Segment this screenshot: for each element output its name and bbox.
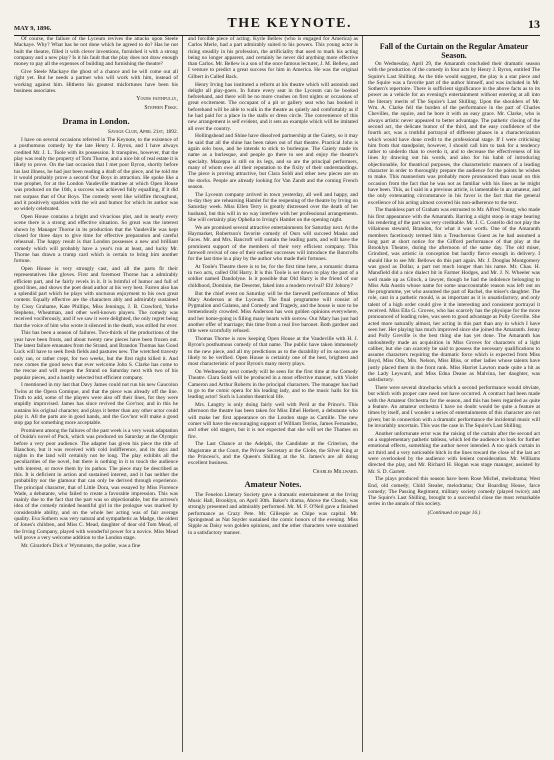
article-paragraph: Hollingshead and Shine have dissolved partnership at the Gaiety, so it may be said that all the shine has been taken out of that theatre. Practical John is again solo boss, and he intends to stick to burlesque. The Gaiety made its name as a burlesque, and people go there to see and enjoy the theatre's specialty. Mazeppa is still on its legs, and so are the principal performers, many of whom owe all their reputation to the fixity of their understandings. The piece is proving attractive, but Clara Soldi and other new pieces are on the stocks. People are already looking for Van Zandt and the coming French season. xyxy=(188,133,358,190)
article-paragraph: The Last Chance at the Adelphi, the Candidate at the Criterion, the Magistrate at the Court, the Private Secretary at the Globe, the Silver King at the Princess's, and the Queen's Shilling at the St. James's are all doing excellent business. xyxy=(188,441,358,467)
article-signature: Charles Millward. xyxy=(312,468,358,475)
article-paragraph: Prominent among the failures of the past week is a very weak adaptation of Ouida's novel of Puck, which was produced on Saturday at the Olympic before a very poor audience. The adapter has given his piece the title of Bianchon, but it was received with cold indifference, and its days and nights in the land will certainly not be long. The play exhibits all the peculiarities of the novel, but there is nothing in it to touch the audience with interest, or move them by its pathos. The piece may be described as this. It is deficient in action and sustained interest, and it has neither the probability nor the glamour that can only be derived through experience. The principal character, that of Little Dora, was essayed by Miss Florence Wade, a debutante, who failed to create a favorable impression. This was mainly due to the fact that the part was so objectionable, but the actress's idea of the comedy minded beautiful girl in the prologue was marked by considerable ability, and on the whole her acting was of fair average quality. Eva Sothern was very natural and sympathetic as Madge, the oldest of Jones's children, and Miss C. Mead, daughter of dear old Tom Mead, of the Irving Company, played with wonderful power for a novice. Miss Mead will prove a very welcome addition to the London stage. xyxy=(14,427,178,541)
publication-title: THE KEYNOTE. xyxy=(227,16,353,31)
article-paragraph: Another unfortunate error was the raising of the curtain after the second act on a supplementary pathetic tableau, which led the audience to look for further emotional effects, something the author never intended. A too quick curtain in act third and a very noticeable hitch in the lines toward the close of the last act were overlooked by the audience with lenient consideration. Mr. Williams directed the play, and Mr. Richard H. Hogan was stage manager, assisted by Mr. S. D. Garrett. xyxy=(368,430,540,475)
issue-date: MAY 9, 1896. xyxy=(14,25,52,32)
dateline: Savage Club, April 21st, 1892. xyxy=(107,128,178,135)
section-title-amateur-season: Fall of the Curtain on the Regular Amateur Season. xyxy=(379,42,529,60)
article-paragraph: On Wednesday next comedy will be seen for the first time at the Comedy Theatre. Clara Soldi will be produced in a most effective manner, with Violet Cameron and Arthur Roberts in the principal characters. The manager has had to go to the comic opera for his leading lady, and to the music halls for his leading actor! Such is London theatrical life. xyxy=(188,369,358,401)
article-paragraph: We are promised several attractive entertainments for Saturday next. At the Haymarket, Robertson's favorite comedy of Ours will succeed Masks and Faces. Mr. and Mrs. Bancroft will sustain the leading parts, and will have the prominent support of the members of their very efficient company. This farewell revival of one of their earliest successes will introduce the Bancrofts for the last time in a play by the author who made their fortunes. xyxy=(188,224,358,263)
article-paragraph: There were several drawbacks which a second performance would obviate, but which with proper care need not have occurred. A contract had been made with the Amateur Orchestra for the season, and this has been regarded as quite a feature. An amateur orchestra I have no doubt would be quite a feature at times by itself, and I wonder a series of entertainments of this character are not given; but in connection with a dramatic performance the incidental music will be invariably uncertain. This was the case in The Squire's Last Shilling. xyxy=(368,385,540,429)
section-title-amateur-notes: Amateur Notes. xyxy=(244,478,302,489)
article-paragraph: The plays produced this season have been Rose Michel, melodrama; West End, old comedy; Child Stealer, melodrama; Our Boarding House, farce comedy; The Passing Regiment, military society comedy (played twice); and The Squire's Last Shilling, brought to a successful close the most remarkable series in the annals of this society. xyxy=(368,476,540,508)
article-paragraph: The Fenelon Literary Society gave a dramatic entertainment at the Irving Music Hall, Brooklyn, on April 30th. Baker's drama, Above the Clouds, was strongly presented and admirably performed. Mr. M. F. O'Neil gave a finished performance as Crazy Pete. Mr. Gillespie as Chipe was capital. Mr. Springstead as Nat Snyder sustained the comic honors of the evening. Miss Sipple as Daisy won golden opinions, and the other characters were sustained in a satisfactory manner. xyxy=(188,491,358,536)
section-title-drama-in-london: Drama in London. xyxy=(62,115,130,126)
article-paragraph: The Lyceum company arrived in town yesterday, all well and happy, and to-day they are rehearsing Hamlet for the reopening of the theatre by Irving on Saturday week. Miss Ellen Terry is greatly distressed over the death of her husband, but this will in no way interfere with her professional arrangements. She will certainly play Ophelia to Irving's Hamlet on the opening night. xyxy=(188,191,358,223)
article-paragraph: I have on several occasions referred in The Keynote, to the existence of a posthumous comedy by the late Henry J. Byron, and I have always credited Mr. J. L. Toole with its possession. It transpires, however, that the play was really the property of Tom Thorne, and a nice bit of real estate it is likely to prove. On the last occasion that I met poor Byron, shortly before his last illness, he had just been reading a draft of the piece, and he told me it would probably prove a second Our Boys in attraction. He spoke like a true prophet, for at the London Vaudeville matinee at which Open House was produced on the 16th, a success was achieved fully equalling, if it did not surpass that of Our Boys. The comedy went like wildfire throughout, and it positively sparkles with the wit and humor for which its author was so widely celebrated. xyxy=(14,137,178,213)
masthead xyxy=(14,4,540,36)
article-paragraph: This has been a season of failures. Two-thirds of the productions of the year have been frosts, and about twenty new pieces have been frozen out. The latest failure emanates from the Strand, and Brandon Thomas has Good Luck will have to seek fresh fields and pastures new. The wretched travesty only ran, or rather crept, for two weeks, but the first night killed it. And now comes the good news that ever welcome John S. Clarke has come to the rescue and will reopen the Strand on Saturday next with two of his popular pieces, and a hastily selected but efficient company. xyxy=(14,330,178,381)
article-paragraph: The thankless part of Graham was entrusted to Mr. Alfred Young, who made his first appearance with the Amaranth. Barring a slight stoop in stage bearing his rendering of the part was very creditable. Mr. J. C. Costello did not play the villainous steward, Brandon, for what it was worth. One of the Amaranth members facetiously termed him a Treacherous Guest as he had assumed a long part at short notice for the Gifford performance of that play at the Brooklyn Theatre, during the afternoon of the same day. The old miser, Grindred, was artistic in conception but hardly fierce enough in delivery. I should like to see Mr. Bellows do this part again. Mr. J. Douglas Montgomery was good as Dollar, a part not much longer than his name. Mr. Chas. H. Mansfield did a nice dialect bit in Farmer Hodges, and Mr. J. N. Wheeler was well made up as Gliock, a lawyer, though he had the indolence belonging to Miss Ada Austin whose name for some unaccountable reason was left out on the programme, yet who assumed the part of Rachel, the miser's daughter. The role, cast in a pathetic mould, is as important as it is unsatisfactory, and only talent of a high order could give it the interesting and consistent portrayal it received. Miss Ella G. Groves, who has scarcely has the physique for the more pronounced of leading roles, was seen to good advantage as Polly Greville. She acted more naturally almost, her acting in this part than any in which I have seen her. Her playing has much improved since she joined the Amaranth. Jenny and Polly Greville is the best thing she has yet done. The Amaranth has undoubtedly made an acquisition in Miss Groves for characters of a light caliber, but she can scarcely be said to possess the necessary qualifications to assume characters requiring the dramatic force which is expected from Miss Boyd, Miss Otis, Mrs. Nelson, Miss Bliss, or other ladies whose talents have justly placed them in the front rank. Miss Harriet Lawton made quite a hit as the Lady Leyward, and Miss Edna Deane as Malvina, her daughter, was satisfactory. xyxy=(368,207,540,384)
column-middle xyxy=(188,36,358,754)
column-divider xyxy=(362,36,363,752)
article-paragraph: and forcible piece of acting. Kyrle Bellew (who is engaged for America) as Carlos Merle, had a part admirably suited to his powers. This young actor is rising steadily in his profession, the artificiality that used to mark his acting being no longer apparent, and certainly he never did anything more effective than Carlos. Mr. Bellew is a son of the once famous lecturer, J. M. Bellew, and I venture to predict a great success for him in America. He was the original Gilbert in Called Back. xyxy=(188,36,358,80)
continued-note: (Continued on page 16.) xyxy=(427,509,481,516)
letter-closing: Yours faithfully, xyxy=(136,96,178,103)
article-paragraph: Open House contains a bright and vivacious plot, and in nearly every scene there is a strong and effective situation. So great was the interest shown by Manager Thorne in its production that the Vaudeville was kept closed for three days to give time for effective preparation and careful rehearsal. The happy result is that London possesses a new and brilliant comedy which will probably have a year's run at least, and lucky Mr. Thorne has drawn a trump card which is certain to bring him another fortune. xyxy=(14,214,178,265)
column-divider xyxy=(182,36,183,752)
article-paragraph: Mr. Girardot's Dick o' Wynmonts, the poller, was a fine xyxy=(21,542,141,549)
letter-paragraph: Give Steele Mackaye the ghost of a chance and he will come out all right yet. But he needs a partner who will work with him, instead of working against him. Hitherto his greatest misfortunes have been his business associates. xyxy=(14,68,178,94)
article-paragraph: Henry Irving has instituted a reform at his theatre which will astonish and delight all play-goers. In future every seat in the Lyceum can be booked beforehand, and there will be no more crushes on first nights or occasions of great excitement. The occupant of a pit or gallery seat who has booked it beforehand will be able to walk in the theatre as quietly and comfortably as if he had paid for a place in the stalls or dress circle. The convenience of this new arrangement is self evident, and it sets an example which will be imitated all over the country. xyxy=(188,81,358,132)
letter-signature: Stephen Fiske. xyxy=(144,105,178,112)
page-number: 13 xyxy=(528,17,540,31)
article-paragraph: Thomas Thorne is now keeping Open House at the Vaudeville with H. J. Byron's posthumous comedy of that name. The public have taken immensely to the new piece, and all my predictions as to the durability of its success are likely to be verified. Open House is certainly one of the best, brightest and most characteristic of poor Byron's many merry plays. xyxy=(188,336,358,368)
article-paragraph: At Toole's Theatre there is to be, for the first time here, a romantic drama in two acts, called Old Harry. It is this Toole is set down to play the part of a soldier named Dandolyne. Is it possible that Old Harry is the friend of our childhood, Dominie, the Deserter, faked into a modern revival? Eh! Johnny? xyxy=(188,263,358,289)
column-left xyxy=(14,36,178,754)
column-right xyxy=(368,36,540,754)
article-paragraph: But the chief event on Saturday will be the farewell performance of Miss Mary Anderson at the Lyceum. The final programme will consist of Pygmalion and Galatea, and Comedy and Tragedy, and the house is sure to be tremendously crowded. Miss Anderson has won golden opinions everywhere, and her home-going is filling many hearts with sorrow. Our Mary has just had another offer of marriage; this time from a real live baronet. Both gardner and title were scornfully refused. xyxy=(188,290,358,335)
article-paragraph: I mentioned in my last that Davy James could not run his new Gaucolon Twins at the Opera Comique, and that the piece was already off the line. Truth to add, some of the players were also off their lines, for they were stupidly improvised. James has since revived the Gov'nor, and in this he sustains his original character, and plays it better than any other actor could play it. All the parts are in good hands, and the Gov'nor will make a good stop gap for something more acceptable. xyxy=(14,382,178,427)
article-paragraph: Mrs. Langtry is only doing fairly well with Peril at the Prince's. This afternoon the theatre has been taken for Miss Ethel Herbert, a debutante who will make her first appearance on the London stage as Camille. The new comer will have the encouraging support of William Terriss, James Fernandez, and other old stagers, but it is not expected that she will set the Thames on fire. xyxy=(188,402,358,440)
letter-paragraph: Of course, the failure of the Lyceum revives the attacks upon Steele Mackaye. Why? What has he not done which he agreed to do? Has he not built the theatre, filled it with clever inventions, furnished it with a strong company and a new play? Is it his fault that the play does not draw enough money to pay all the expenses of building and furnishing the theatre? xyxy=(14,36,178,68)
article-paragraph: Open House is very strongly cast, and all the parts fit their representatives like gloves. First and foremost Thorne has a admirably efficient part, and he fairly revels in it. It is brimful of humor and full of good lines, and shows the poet dead author at his very best. Farren also has a splendid part which he plays with unctuous enjoyment to his own great content. Equally effective are the characters ably and admirably sustained by Cissy Grahame, Kate Phillips, Miss Jennings, J. B. Crawford, Yorke Stephens, Wheatman, and other well-known players. The comedy was received vociferously, and if we saw it were delighted, the only regret being that the voice of him who wrote it silenced in the death, was stilled for ever. xyxy=(14,266,178,329)
article-paragraph: On Wednesday, April 29, the Amaranth concluded their dramatic season with the production of the comedy in four acts by Henry J. Byron, entitled The Squire's Last Shilling. As the title would suggest, the play is a star piece and the Squire was a favorite part of the author himself, and was included in Mr. Sothern's repertoire. There is sufficient significance in the above facts as to its power as a vehicle for an evening's entertainment without entering at all into the literary merits of The Squire's Last Shilling. Upon the shoulders of Mr. Wm. A. Clarke fell the burden of the performance in the part of Charles Chevilles, the squire, and he bore it with an easy grace. Mr. Clarke, who is always artistic never appeared to better advantage. The pathetic closing of the second act, the delicate humor of the third, and the easy confidence of the fourth act, was a truthful portrayal of different phases in a characterization which would have done credit to the professional stage. If I were criticising him from that standpoint, however, I should call him to task for a tendency rather to underdo than to overdo it, and to decrease the effectiveness of his lines by drawing out his words, and also for his habit of introducing objectionable, for theatrical purposes, the characteristic manners of a leading character in order to thoroughly prepare the audience for the points he wishes to make. This mannerism was probably more pronounced than usual on this occasion from the fact that he was not as familiar with his lines as he might have been. This, as I said in a previous article, is lamentable in an amateur, and the only extenuating circumstance in his favor is the fact that the general excellence of his acting almost covered his non-adherence to the text. xyxy=(368,61,540,206)
